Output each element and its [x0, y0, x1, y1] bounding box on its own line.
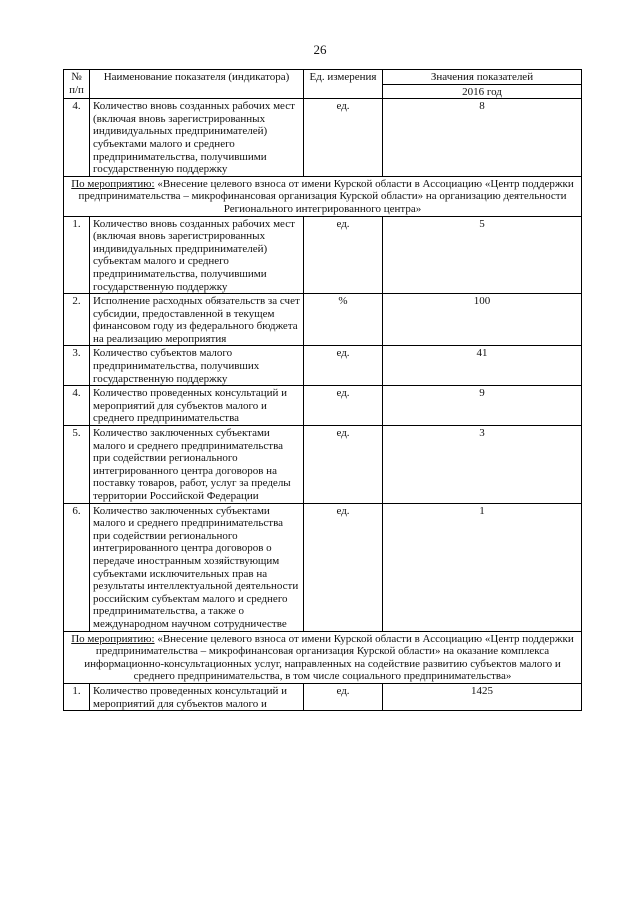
row-num: 1.	[64, 216, 90, 294]
header-unit: Ед. измерения	[304, 70, 383, 99]
row-num: 6.	[64, 503, 90, 631]
table-row	[64, 346, 582, 386]
table-row	[64, 386, 582, 426]
table-row	[64, 426, 582, 504]
header-num: № п/п	[64, 70, 90, 99]
header-name: Наименование показателя (индикатора)	[90, 70, 304, 99]
row-name: Количество проведенных консультаций и мероприятий для субъектов малого и среднего предпринимательства	[90, 386, 304, 426]
row-num: 4.	[64, 99, 90, 177]
table-row	[64, 503, 582, 631]
section-heading	[64, 176, 582, 216]
row-name: Количество проведенных консультаций и мероприятий для субъектов малого и	[90, 683, 304, 710]
table-row	[64, 216, 582, 294]
header-row	[64, 70, 582, 85]
row-value: 100	[383, 294, 582, 346]
row-num: 1.	[64, 683, 90, 710]
row-value: 9	[383, 386, 582, 426]
row-unit: ед.	[304, 426, 383, 504]
section-heading	[64, 631, 582, 683]
header-values-group: Значения показателей	[383, 70, 582, 85]
row-unit: ед.	[304, 99, 383, 177]
page-number: 26	[313, 42, 327, 57]
row-unit: ед.	[304, 216, 383, 294]
row-num: 5.	[64, 426, 90, 504]
table-row	[64, 683, 582, 710]
row-value: 41	[383, 346, 582, 386]
row-num: 2.	[64, 294, 90, 346]
section-lead: По мероприятию:	[71, 177, 155, 190]
row-unit: ед.	[304, 346, 383, 386]
row-unit: %	[304, 294, 383, 346]
row-num: 4.	[64, 386, 90, 426]
row-value: 1425	[383, 683, 582, 710]
row-value: 8	[383, 99, 582, 177]
row-unit: ед.	[304, 503, 383, 631]
row-name: Количество заключенных субъектами малого и среднего предпринимательства при содействии регионального интегрированного центра договоров о передаче иностранным хозяйствующим субъектами исключительных прав на результаты интеллектуальной деятельности российским субъектам малого и среднего предпринимательства, а также о международном научном сотрудничестве	[90, 503, 304, 631]
row-name: Количество заключенных субъектами малого и среднего предпринимательства при содействии регионального интегрированного центра договоров на поставку товаров, работ, услуг за пределы территории Российской Федерации	[90, 426, 304, 504]
section-text: «Внесение целевого взноса от имени Курской области в Ассоциацию «Центр поддержки предпринимательства – микрофинансовая организация Курской области» на оказание комплекса информационно-консультационных услуг, направленных на содействие развитию субъектов малого и среднего предпринимательства, в том числе социального предпринимательства»	[84, 632, 574, 683]
row-name: Количество вновь созданных рабочих мест (включая вновь зарегистрированных индивидуальных предпринимателей) субъектам малого и среднего предпринимательства, получившими государственную поддержку	[90, 216, 304, 294]
section-text: «Внесение целевого взноса от имени Курской области в Ассоциацию «Центр поддержки предпринимательства – микрофинансовая организация Курской области» на организацию деятельности Регионального интегрированного центра»	[78, 177, 574, 215]
table-row	[64, 99, 582, 177]
row-unit: ед.	[304, 683, 383, 710]
row-num: 3.	[64, 346, 90, 386]
row-value: 5	[383, 216, 582, 294]
section-heading-row	[64, 176, 582, 216]
table-row	[64, 294, 582, 346]
row-name: Количество субъектов малого предпринимательства, получивших государственную поддержку	[90, 346, 304, 386]
section-lead: По мероприятию:	[71, 632, 155, 645]
section-heading-row	[64, 631, 582, 683]
indicators-table	[63, 69, 582, 711]
row-unit: ед.	[304, 386, 383, 426]
header-year: 2016 год	[383, 84, 582, 99]
row-value: 3	[383, 426, 582, 504]
row-value: 1	[383, 503, 582, 631]
row-name: Исполнение расходных обязательств за счет субсидии, предоставленной в текущем финансовом году из федерального бюджета на реализацию мероприятия	[90, 294, 304, 346]
row-name: Количество вновь созданных рабочих мест (включая вновь зарегистрированных индивидуальных предпринимателей) субъектами малого и среднего предпринимательства, получившими государственную поддержку	[90, 99, 304, 177]
